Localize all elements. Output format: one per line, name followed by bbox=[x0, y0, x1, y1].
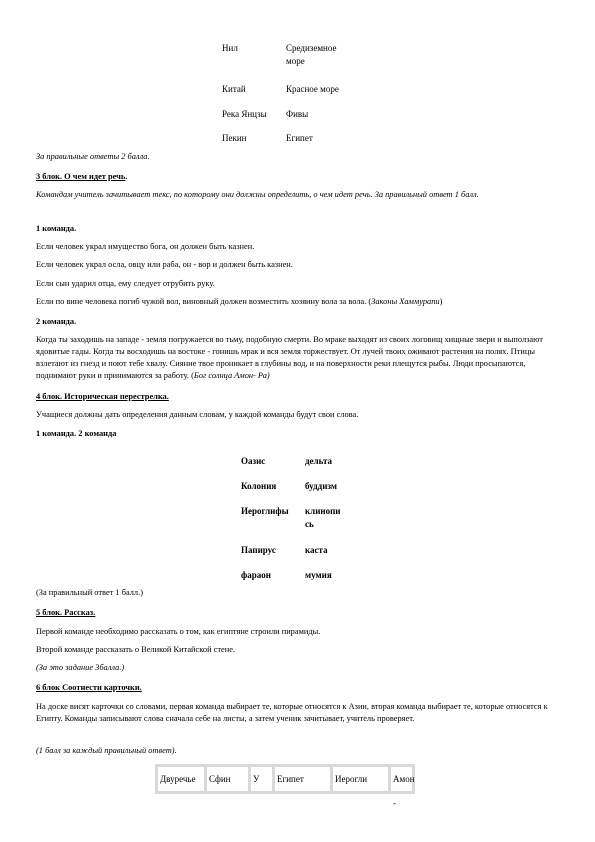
block3-team1-line-3: Если сын ударил отца, ему следует отрубить руку. bbox=[36, 279, 215, 288]
terms-right-1: дельта bbox=[305, 456, 333, 466]
terms-right-3: клинопи сь bbox=[305, 506, 341, 529]
block3-team1-line-1: Если человек украл имущество бога, он должен быть казнен. bbox=[36, 242, 255, 251]
block3-team1-answer: Законы Хаммурапи bbox=[371, 297, 440, 306]
block3-team1-label: 1 команда. bbox=[36, 224, 77, 233]
block3-team2-answer: Бог солнца Амон- Ра) bbox=[193, 371, 270, 380]
table1-right-3: Фивы bbox=[286, 109, 309, 119]
block4-title: 4 блок. Историческая перестрелка. bbox=[36, 392, 169, 401]
block5-team2: Второй команде рассказать о Великой Китайской стене. bbox=[36, 645, 236, 654]
block5-title: 5 блок. Рассказ. bbox=[36, 608, 96, 617]
score-note-1: За правильные ответы 2 балла. bbox=[36, 152, 150, 161]
table1-right-1: Средиземное море bbox=[286, 43, 337, 66]
block4-teams: 1 команда. 2 команда bbox=[36, 429, 117, 438]
block3-team2-paragraph bbox=[36, 334, 564, 382]
table1-right-4: Египет bbox=[286, 133, 313, 143]
terms-left-2: Колония bbox=[241, 481, 277, 491]
card-5: Иерогли bbox=[333, 767, 388, 791]
terms-left-1: Оазис bbox=[241, 456, 266, 466]
block6-score: (1 балл за каждый правильный ответ). bbox=[36, 746, 177, 755]
block3-team1-close: ) bbox=[439, 297, 443, 306]
block3-title-dot: . bbox=[125, 172, 128, 181]
terms-left-4: Папирус bbox=[241, 545, 276, 555]
terms-left-5: фараон bbox=[241, 570, 271, 580]
card-3: У bbox=[251, 767, 272, 791]
terms-left-3: Иероглифы bbox=[241, 506, 289, 516]
table1-left-2: Китай bbox=[222, 84, 246, 94]
block3-heading bbox=[36, 171, 564, 183]
block3-team2-label: 2 команда. bbox=[36, 317, 77, 326]
card-1: Двуречье bbox=[158, 767, 204, 791]
table1-left-4: Пекин bbox=[222, 133, 247, 143]
cards-table bbox=[155, 764, 415, 808]
block3-team1-line-4 bbox=[36, 296, 564, 308]
block4-score: (За правильный ответ 1 балл.) bbox=[36, 588, 143, 597]
table1-left-3: Река Янцзы bbox=[222, 109, 267, 119]
table1-left-1: Нил bbox=[222, 43, 238, 53]
block4-intro: Учащиеся должны дать определения данным словам, у каждой команды будут свои слова. bbox=[36, 410, 359, 419]
block5-team1: Первой команде необходимо рассказать о том, как египтяне строили пирамиды. bbox=[36, 627, 321, 636]
terms-right-4: каста bbox=[305, 545, 328, 555]
block6-text: На доске висят карточки со словами, первая команда выбирает те, которые относятся к Азии, вторая команда выбирает те, которые относятся к Египту. Команды записывают слова сначала себе на листы, а затем ученик зачитывает, учитель проверяет. bbox=[36, 702, 548, 723]
card-4: Египет bbox=[275, 767, 330, 791]
block3-intro: Командам учитель зачитывает текс, по которому они должны определить, о чем идет речь. За правильный ответ 1 балл. bbox=[36, 190, 479, 199]
block5-score: (За это задание 3балла.) bbox=[36, 663, 125, 672]
block3-team2-text: Когда ты заходишь на западе - земля погружается во тьму, подобную смерти. Во мраке выходят из своих логовищ хищные звери и выползают ядовитые гады. Когда ты восходишь на востоке - гонишь мрак и вся земля торжествует. От лучей твоих оживают растения на полях. Птицы взлетают из гнезд и поют тебе хвалу. Сияние твое проникает в глубины вод, и на поверхности реки плещутся рыбы. Люди просыпаются, поднимают руки и принимаются за работу. ( bbox=[36, 335, 543, 380]
block3-team1-last: Если по вине человека погиб чужой вол, виновный должен возместить хозяину вола за вола. ( bbox=[36, 297, 372, 306]
block3-team1-line-2: Если человек украл осла, овцу или раба, он - вор и должен быть казнен. bbox=[36, 260, 293, 269]
block6-title: 6 блок Соотнести карточки. bbox=[36, 683, 142, 692]
block3-title: 3 блок. О чем идет речь bbox=[36, 172, 126, 181]
terms-right-2: буддизм bbox=[305, 481, 338, 491]
table1-right-2: Красное море bbox=[286, 84, 339, 94]
card-2: Сфин bbox=[207, 767, 248, 791]
card-6: Амон - bbox=[391, 767, 412, 791]
terms-right-5: мумия bbox=[305, 570, 332, 580]
